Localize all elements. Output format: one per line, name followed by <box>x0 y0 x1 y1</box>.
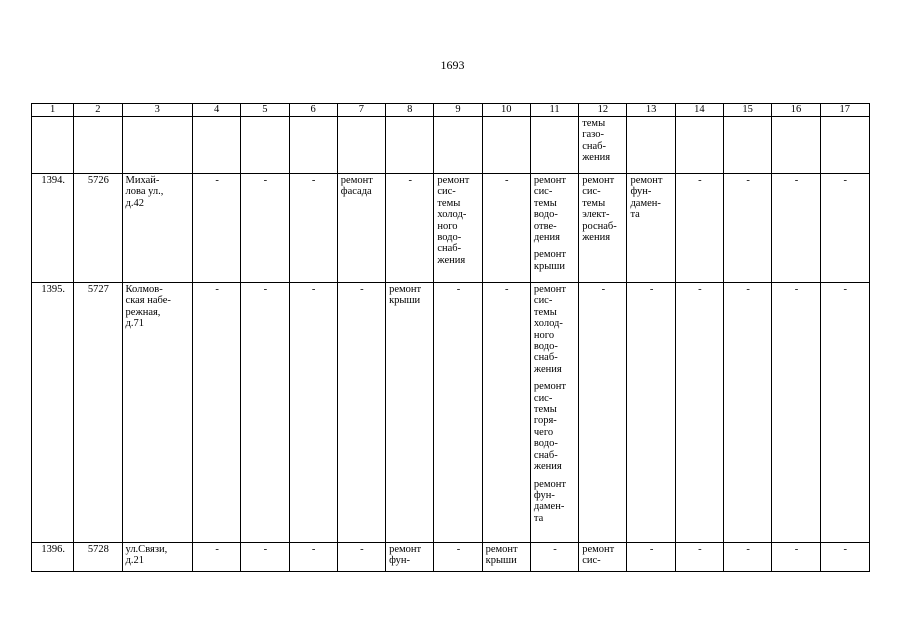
table-cell: 5728 <box>74 543 122 572</box>
column-number: 17 <box>820 104 869 117</box>
work-item: Михай- лова ул., д.42 <box>125 175 164 209</box>
table-row <box>32 174 870 283</box>
table-cell: - <box>482 174 530 283</box>
table-cell: - <box>724 174 772 283</box>
table-cell: 5727 <box>74 283 122 543</box>
table-cell <box>579 117 627 174</box>
table-cell: - <box>192 543 240 572</box>
work-item: ремонт сис- темы холод- ного водо- снаб- жения <box>437 175 470 266</box>
column-number: 12 <box>579 104 627 117</box>
work-item: ремонт сис- темы водо- отве- дения <box>533 175 566 244</box>
work-item: Колмов- ская набе- режная, д.71 <box>125 284 171 330</box>
table-cell <box>386 117 434 174</box>
column-number: 9 <box>434 104 482 117</box>
table-cell <box>192 117 240 174</box>
table-cell: 1394. <box>32 174 74 283</box>
work-item: ремонт фун- дамен- та <box>533 478 566 524</box>
table-row <box>32 283 870 543</box>
column-number: 11 <box>530 104 578 117</box>
table-cell <box>482 543 530 572</box>
table-cell <box>820 117 869 174</box>
work-item: ремонт сис- <box>582 544 615 567</box>
repair-register-table <box>31 103 870 572</box>
column-number-row <box>32 104 870 117</box>
column-number: 1 <box>32 104 74 117</box>
table-cell: - <box>772 174 820 283</box>
table-cell: 1395. <box>32 283 74 543</box>
table-cell: - <box>724 283 772 543</box>
work-item: ремонт сис- темы холод- ного водо- снаб- жения <box>533 284 566 375</box>
table-cell: - <box>724 543 772 572</box>
column-number: 6 <box>289 104 337 117</box>
table-row <box>32 543 870 572</box>
table-cell <box>482 117 530 174</box>
column-number: 5 <box>241 104 289 117</box>
table-cell <box>122 117 192 174</box>
table-cell <box>627 174 675 283</box>
work-item: темы газо- снаб- жения <box>582 118 611 164</box>
table-cell: 1396. <box>32 543 74 572</box>
table-cell: - <box>627 543 675 572</box>
table-cell <box>530 283 578 543</box>
table-cell: - <box>289 283 337 543</box>
table-cell: - <box>820 543 869 572</box>
table-cell: - <box>579 283 627 543</box>
column-number: 2 <box>74 104 122 117</box>
table-cell: - <box>675 283 723 543</box>
table-cell: - <box>820 174 869 283</box>
table-cell: - <box>241 283 289 543</box>
table-cell <box>241 117 289 174</box>
table-cell <box>579 543 627 572</box>
table-cell: - <box>530 543 578 572</box>
work-item: ремонт крыши <box>533 249 566 272</box>
table-cell <box>724 117 772 174</box>
work-item: ремонт сис- темы элект- роснаб- жения <box>582 175 617 244</box>
column-number: 3 <box>122 104 192 117</box>
table-cell: - <box>337 543 385 572</box>
table-cell: - <box>434 283 482 543</box>
table-cell <box>627 117 675 174</box>
table-cell: - <box>241 543 289 572</box>
table-cell: - <box>289 174 337 283</box>
column-number: 4 <box>192 104 240 117</box>
work-item: ремонт фун- дамен- та <box>630 175 663 221</box>
column-number: 10 <box>482 104 530 117</box>
table-cell: - <box>192 283 240 543</box>
table-cell: 5726 <box>74 174 122 283</box>
column-number: 14 <box>675 104 723 117</box>
table-cell: - <box>772 543 820 572</box>
table-cell: - <box>675 174 723 283</box>
table-cell <box>386 283 434 543</box>
column-number: 16 <box>772 104 820 117</box>
table-cell: - <box>675 543 723 572</box>
work-item: ремонт сис- темы горя- чего водо- снаб- жения <box>533 381 566 473</box>
table-cell <box>122 283 192 543</box>
work-item: ремонт крыши <box>485 544 518 567</box>
table-cell: - <box>820 283 869 543</box>
table-cell <box>337 174 385 283</box>
table-cell <box>434 117 482 174</box>
column-number: 8 <box>386 104 434 117</box>
table-cell <box>122 543 192 572</box>
table-cell <box>530 174 578 283</box>
column-number: 15 <box>724 104 772 117</box>
table-cell: - <box>289 543 337 572</box>
table-row <box>32 117 870 174</box>
table-cell <box>74 117 122 174</box>
table-cell <box>530 117 578 174</box>
table-cell <box>386 543 434 572</box>
work-item: ремонт крыши <box>389 284 422 307</box>
table-cell <box>289 117 337 174</box>
table-cell: - <box>192 174 240 283</box>
table-cell <box>434 174 482 283</box>
column-number: 13 <box>627 104 675 117</box>
table-cell <box>32 117 74 174</box>
table-cell <box>675 117 723 174</box>
table-cell: - <box>434 543 482 572</box>
column-number: 7 <box>337 104 385 117</box>
table-cell: - <box>482 283 530 543</box>
work-item: ремонт фасада <box>340 175 373 198</box>
table-cell <box>122 174 192 283</box>
table-cell <box>772 117 820 174</box>
table-cell: - <box>241 174 289 283</box>
table-cell: - <box>627 283 675 543</box>
page-number: 1693 <box>440 58 465 72</box>
table-cell <box>337 117 385 174</box>
work-item: ул.Связи, д.21 <box>125 544 168 567</box>
table-cell <box>579 174 627 283</box>
table-cell: - <box>337 283 385 543</box>
table-cell: - <box>772 283 820 543</box>
table-cell: - <box>386 174 434 283</box>
work-item: ремонт фун- <box>389 544 422 567</box>
